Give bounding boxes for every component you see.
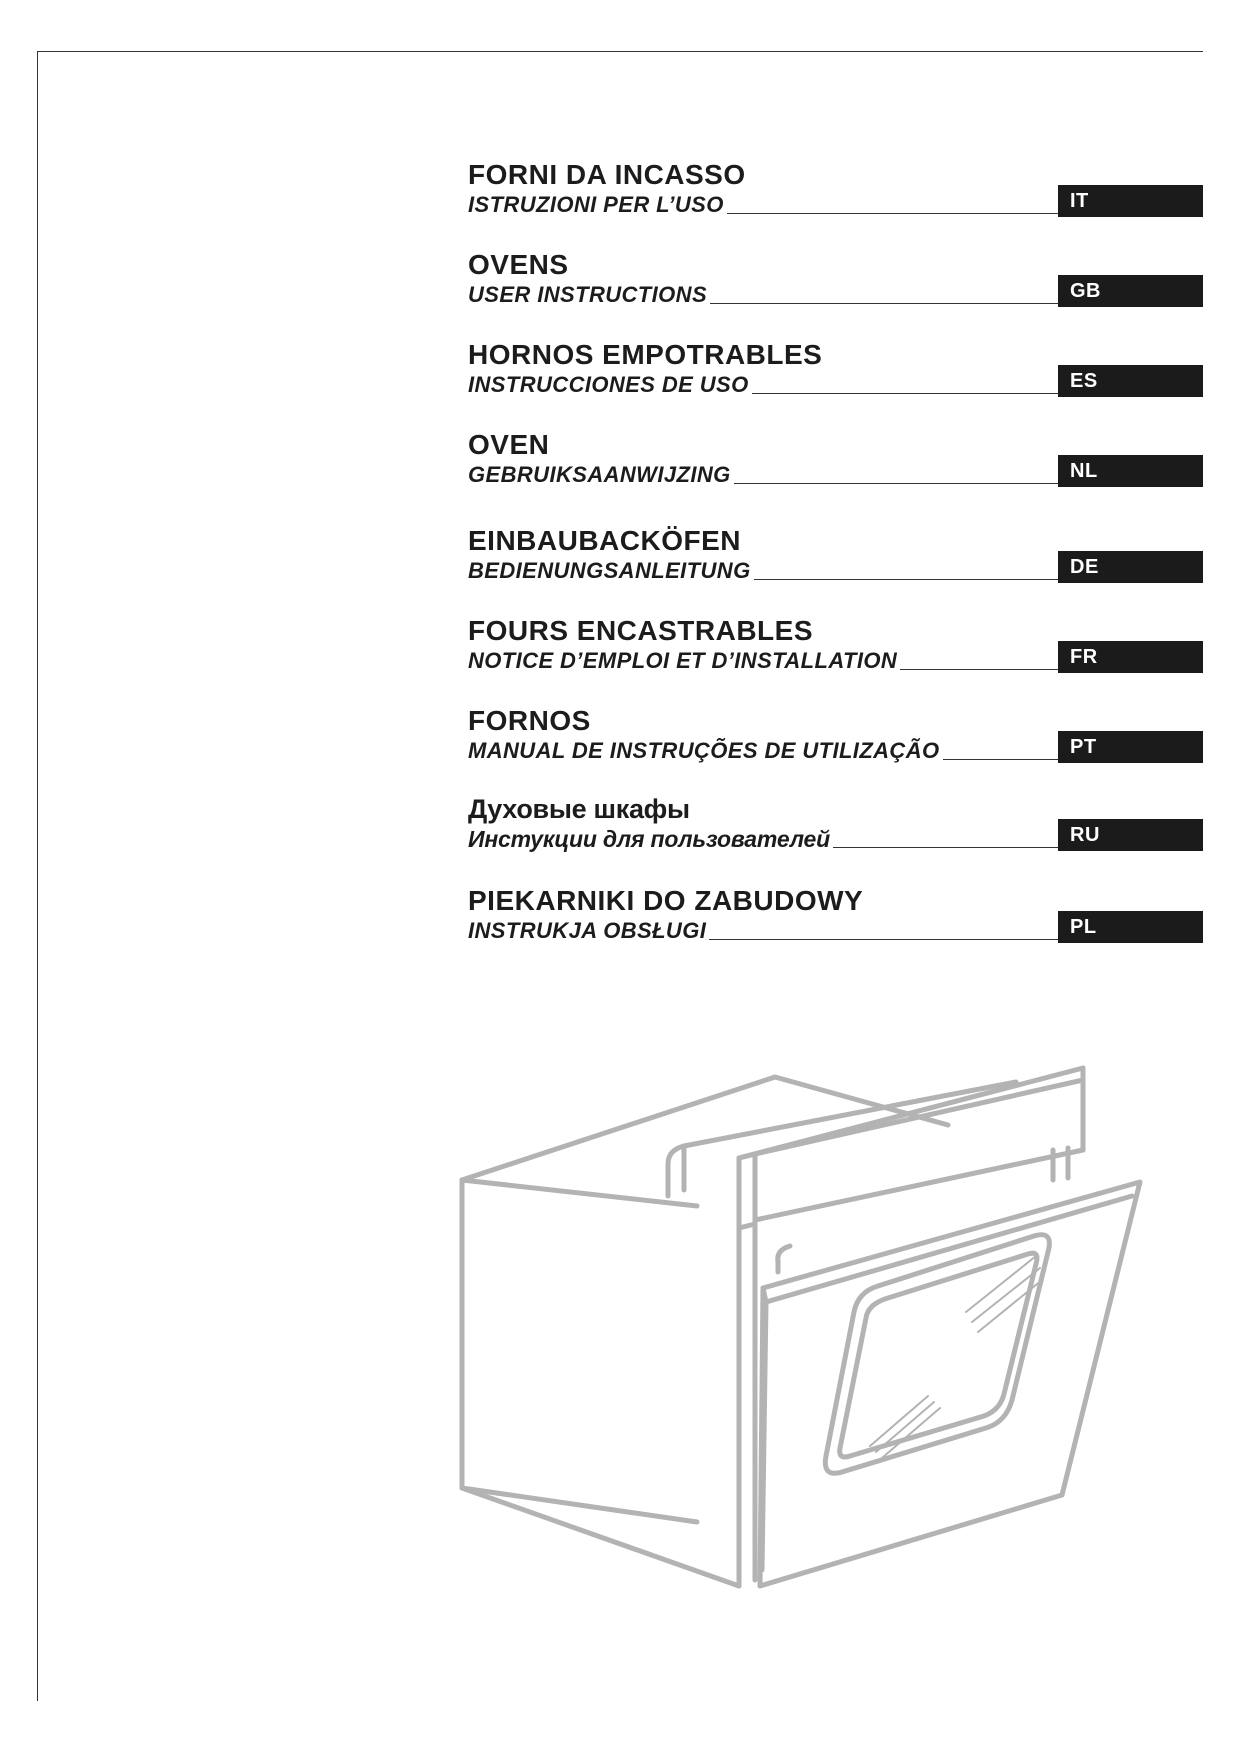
leader-rule — [943, 759, 1058, 760]
language-entry-fr — [468, 616, 1203, 678]
language-entry-pt — [468, 706, 1203, 768]
entry-title: FORNOS — [468, 705, 591, 736]
entry-subtitle-row — [468, 825, 1058, 851]
entry-subtitle: MANUAL DE INSTRUÇÕES DE UTILIZAÇÃO — [468, 738, 940, 763]
leader-rule — [710, 303, 1058, 304]
leader-rule — [734, 483, 1058, 484]
entry-title: EINBAUBACKÖFEN — [468, 525, 741, 556]
language-code-badge: NL — [1058, 455, 1203, 487]
entry-subtitle: NOTICE D’EMPLOI ET D’INSTALLATION — [468, 648, 898, 673]
language-entry-pl — [468, 886, 1203, 948]
leader-rule — [752, 393, 1058, 394]
entry-subtitle-row — [468, 371, 1058, 397]
language-entry-de — [468, 526, 1203, 588]
entry-subtitle: INSTRUKJA OBSŁUGI — [468, 918, 707, 943]
language-code-badge: PL — [1058, 911, 1203, 943]
leader-rule — [754, 579, 1058, 580]
language-code-badge: ES — [1058, 365, 1203, 397]
entry-subtitle-row — [468, 737, 1058, 763]
entry-subtitle: ISTRUZIONI PER L’USO — [468, 192, 724, 217]
entry-subtitle-row — [468, 461, 1058, 487]
entry-title: FOURS ENCASTRABLES — [468, 615, 814, 646]
leader-rule — [833, 847, 1058, 848]
leader-rule — [727, 213, 1058, 214]
entry-subtitle: Инстукции для пользователей — [468, 826, 830, 852]
language-code-badge: RU — [1058, 819, 1203, 851]
entry-subtitle: USER INSTRUCTIONS — [468, 282, 708, 307]
language-code-badge: GB — [1058, 275, 1203, 307]
language-code-badge: IT — [1058, 185, 1203, 217]
leader-rule — [900, 669, 1058, 670]
entry-subtitle-row — [468, 917, 1058, 943]
language-entry-it — [468, 160, 1203, 222]
language-code-badge: PT — [1058, 731, 1203, 763]
language-entry-nl — [468, 430, 1203, 492]
entry-title: HORNOS EMPOTRABLES — [468, 339, 823, 370]
entry-subtitle: INSTRUCCIONES DE USO — [468, 372, 749, 397]
entry-subtitle-row — [468, 557, 1058, 583]
entry-title: FORNI DA INCASSO — [468, 159, 746, 190]
entry-subtitle-row — [468, 191, 1058, 217]
language-code-badge: DE — [1058, 551, 1203, 583]
language-entry-ru — [468, 794, 1203, 856]
page-frame-top-rule — [37, 51, 1203, 52]
built-in-oven-icon — [450, 1040, 1180, 1620]
entry-title: OVENS — [468, 249, 569, 280]
language-code-badge: FR — [1058, 641, 1203, 673]
language-entry-es — [468, 340, 1203, 402]
leader-rule — [709, 939, 1058, 940]
entry-title: Духовые шкафы — [468, 794, 690, 824]
entry-subtitle: BEDIENUNGSANLEITUNG — [468, 558, 751, 583]
language-entry-gb — [468, 250, 1203, 312]
entry-subtitle-row — [468, 647, 1058, 673]
entry-subtitle-row — [468, 281, 1058, 307]
page-frame-left-rule — [37, 51, 38, 1701]
entry-subtitle: GEBRUIKSAANWIJZING — [468, 462, 731, 487]
entry-title: PIEKARNIKI DO ZABUDOWY — [468, 885, 864, 916]
entry-title: OVEN — [468, 429, 550, 460]
